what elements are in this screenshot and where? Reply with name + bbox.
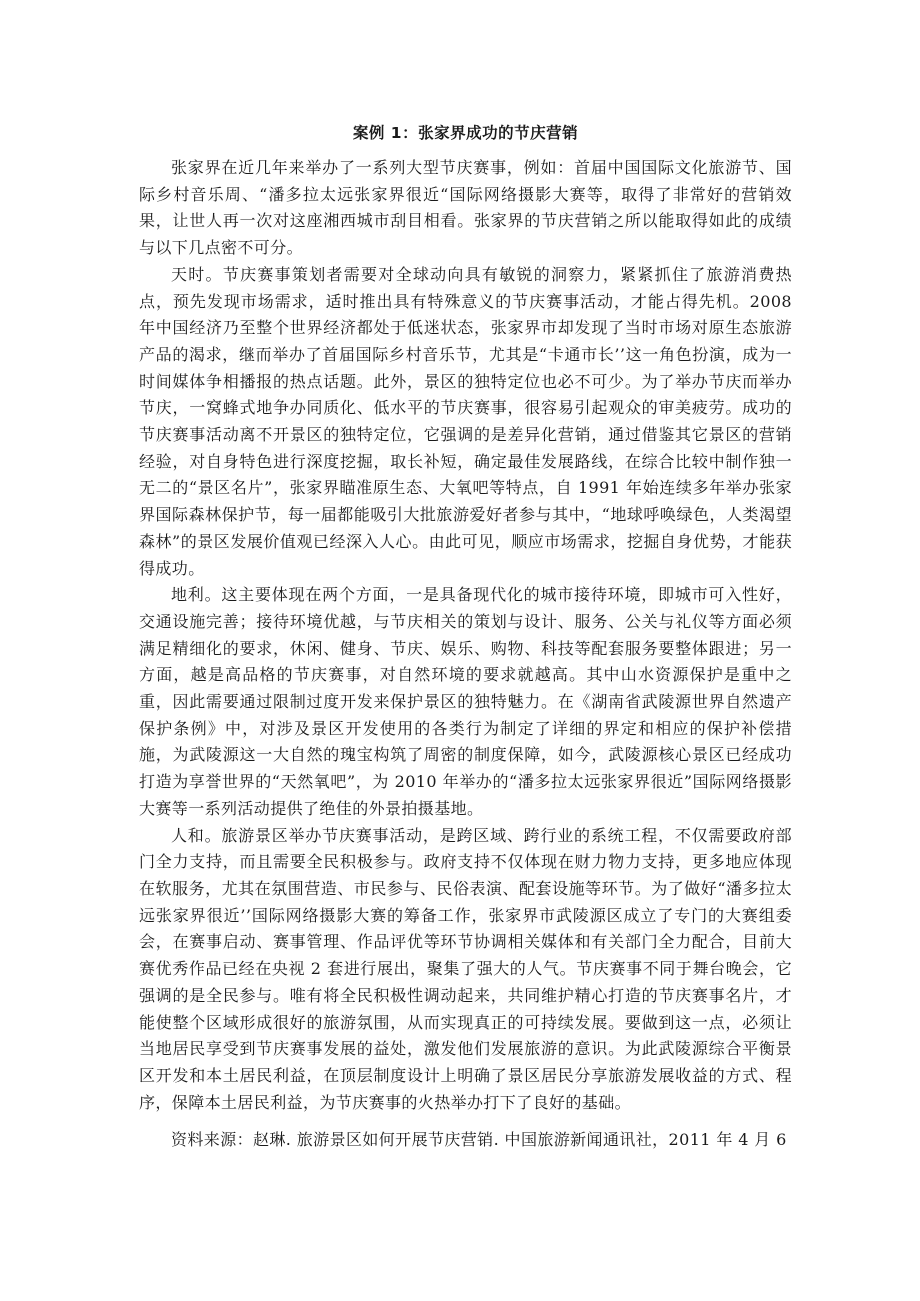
source-citation: 资料来源：赵琳. 旅游景区如何开展节庆营销. 中国旅游新闻通讯社，2011 年 4 月 6 <box>171 1130 787 1150</box>
case-title: 案例 1：张家界成功的节庆营销 <box>352 124 579 142</box>
paragraph-intro: 张家界在近几年来举办了一系列大型节庆赛事，例如：首届中国国际文化旅游节、国际乡村音乐周、“潘多拉太远张家界很近“国际网络摄影大赛等，取得了非常好的营销效果，让世人再一次对这座湘西城市刮目相看。张家界的节庆营销之所以能取得如此的成绩与以下几点密不可分。 <box>139 158 792 258</box>
document-body <box>139 122 792 1153</box>
paragraph-people: 人和。旅游景区举办节庆赛事活动，是跨区域、跨行业的系统工程，不仅需要政府部门全力支持，而且需要全民积极参与。政府支持不仅体现在财力物力支持，更多地应体现在软服务，尤其在氛围营造、市民参与、民俗表演、配套设施等环节。为了做好“潘多拉太远张家界很近’’国际网络摄影大赛的筹备工作，张家界市武陵源区成立了专门的大赛组委会，在赛事启动、赛事管理、作品评优等环节协调相关媒体和有关部门全力配合，目前大赛优秀作品已经在央视 2 套进行展出，聚集了强大的人气。节庆赛事不同于舞台晚会，它强调的是全民参与。唯有将全民积极性调动起来，共同维护精心打造的节庆赛事名片，才能使整个区域形成很好的旅游氛围，从而实现真正的可持续发展。要做到这一点，必须让当地居民享受到节庆赛事发展的益处，激发他们发展旅游的意识。为此武陵源综合平衡景区开发和本土居民利益，在顶层制度设计上明确了景区居民分享旅游发展收益的方式、程序，保障本土居民利益，为节庆赛事的火热举办打下了良好的基础。 <box>139 825 792 1112</box>
paragraph-location: 地利。这主要体现在两个方面，一是具备现代化的城市接待环境，即城市可入性好，交通设施完善；接待环境优越，与节庆相关的策划与设计、服务、公关与礼仪等方面必须满足精细化的要求，休闲、健身、节庆、娱乐、购物、科技等配套服务要整体跟进；另一方面，越是高品格的节庆赛事，对自然环境的要求就越高。其中山水资源保护是重中之重，因此需要通过限制过度开发来保护景区的独特魅力。在《湖南省武陵源世界自然遗产保护条例》中，对涉及景区开发使用的各类行为制定了详细的界定和相应的保护补偿措施，为武陵源这一大自然的瑰宝构筑了周密的制度保障，如今，武陵源核心景区已经成功打造为享誉世界的“天然氧吧”，为 2010 年举办的“潘多拉太远张家界很近”国际网络摄影大赛等一系列活动提供了绝佳的外景拍摄基地。 <box>139 585 792 818</box>
paragraph-timing: 天时。节庆赛事策划者需要对全球动向具有敏锐的洞察力，紧紧抓住了旅游消费热点，预先发现市场需求，适时推出具有特殊意义的节庆赛事活动，才能占得先机。2008 年中国经济乃至整个世界经济都处于低迷状态，张家界市却发现了当时市场对原生态旅游产品的渴求，继而举办了首届国际乡村音乐节，尤其是“卡通市长’’这一角色扮演，成为一时间媒体争相播报的热点话题。此外，景区的独特定位也必不可少。为了举办节庆而举办节庆，一窝蜂式地争办同质化、低水平的节庆赛事，很容易引起观众的审美疲劳。成功的节庆赛事活动离不开景区的独特定位，它强调的是差异化营销，通过借鉴其它景区的营销经验，对自身特色进行深度挖掘，取长补短，确定最佳发展路线，在综合比较中制作独一无二的“景区名片”，张家界瞄准原生态、大氧吧等特点，自 1991 年始连续多年举办张家界国际森林保护节，每一届都能吸引大批旅游爱好者参与其中，“地球呼唤绿色，人类渴望森林”的景区发展价值观已经深入人心。由此可见，顺应市场需求，挖掘自身优势，才能获得成功。 <box>139 264 792 578</box>
